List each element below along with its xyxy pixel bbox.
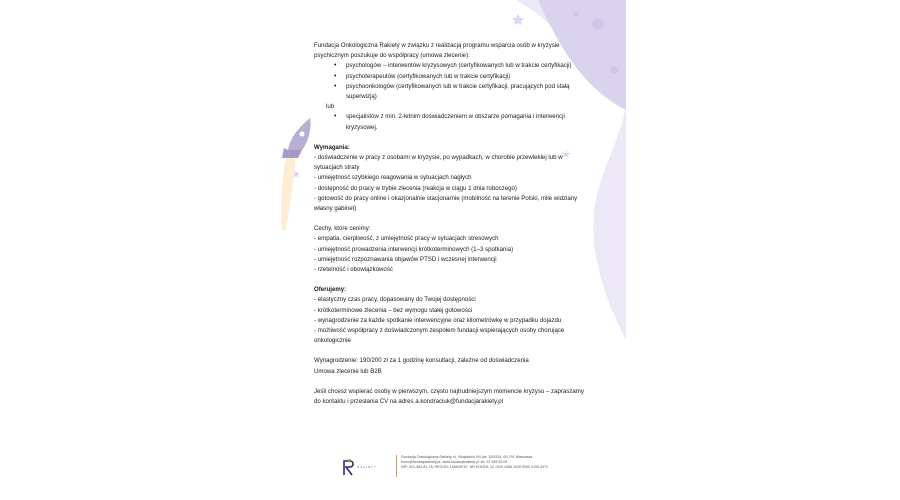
document-page [276,0,626,500]
requirement-item: - umiejętność szybkiego reagowania w sytuacjach nagłych [314,174,472,182]
intro-paragraph: Fundacja Onkologiczna Rakiety w związku z realizacją programu wsparcia osób w kryzysie psychicznym poszukuje do współpracy (umowa zlecenie): [314,42,560,60]
footer-line: Fundacja Onkologiczna Rakiety, ul. Strąbskich 9/4 lok. 320/324, 00-791 Warszawa [401,455,533,459]
rakiety-logo-icon [342,458,356,476]
requirement-item: - doświadczenie w pracy z osobami w kryzysie, po wypadkach, w chorobie przewlekłej lub w sytuacjach straty [314,154,563,172]
traits-heading: Cechy, które cenimy: [314,225,371,233]
salary-text: Wynagrodzenie: 190/200 zł za 1 godzinę konsultacji, zależne od doświadczenia [314,357,529,365]
list-item: • psychologów – interwentów kryzysowych (certyfikowanych lub w trakcie certyfikacji) [338,61,584,71]
offer-item: - elastyczny czas pracy, dopasowany do Twojej dostępności [314,296,476,304]
requirements-heading: Wymagania: [314,143,350,151]
trait-item: - umiejętność prowadzenia interwencji krótkoterminowych (1–3 spotkania) [314,245,514,253]
trait-item: - umiejętność rozpoznawania objawów PTSD i wczesnej interwencji [314,255,497,263]
list-item: • specjalistów z min. 2-letnim doświadczeniem w obszarze pomagania i interwencji kryzysowej. [338,112,584,132]
positions-extra-list [314,112,584,132]
document-content [314,41,584,407]
trait-item: - rzetelność i obowiązkowość [314,266,393,274]
logo-wordmark: RAKIETY [357,465,377,469]
offer-item: - możliwość współpracy z doświadczonym zespołem fundacji wspierających osoby chorujące onkologicznie [314,327,565,345]
positions-list [314,61,584,102]
requirement-item: - dostępność do pracy w trybie zlecenia (reakcja w ciągu 1 dnia roboczego) [314,184,517,192]
footer-divider [396,455,397,477]
offer-item: - krótkoterminowe zlecenia – bez wymogu stałej gotowości [314,306,473,314]
contract-type-text: Umowa zlecenie lub B2B [314,367,382,375]
closing-paragraph: Jeśli chcesz wspierać osoby w pierwszym, często najtrudniejszym momencie kryzysu – zapraszamy do kontaktu i przesłania CV na adres a.kondraciuk@fundacjarakiety.pl [314,387,584,406]
document-footer [340,452,600,480]
list-item: • psychoonkologów (certyfikowanych lub w trakcie certyfikacji, pracujących pod stałą superwizją) [338,82,584,102]
footer-line: NIP: 521-363-81-78, REGON: 146945757, NR KONTA: 12 1020 1055 1000 9090 0190 4372 [401,465,548,470]
lub-text: lub [326,103,335,111]
offer-heading: Oferujemy: [314,286,347,294]
offer-item: - wynagrodzenie za każde spotkanie interwencyjne oraz kilometrówkę w przypadku dojazdu [314,316,562,324]
footer-line: biuro@fundacjarakiety.pl, www.fundacjarakiety.pl, tel. 22 399 09 09 [401,460,508,465]
requirement-item: - gotowość do pracy online i okazjonalnie stacjonarnie (mobilność na terenie Polski, mile widziany własny gabinet) [314,194,578,213]
list-item: • psychoterapeutów (certyfikowanych lub w trakcie certyfikacji) [338,72,584,82]
trait-item: - empatia, cierpliwość, z umiejętność pracy w sytuacjach stresowych [314,235,499,243]
footer-address-block [401,455,548,471]
